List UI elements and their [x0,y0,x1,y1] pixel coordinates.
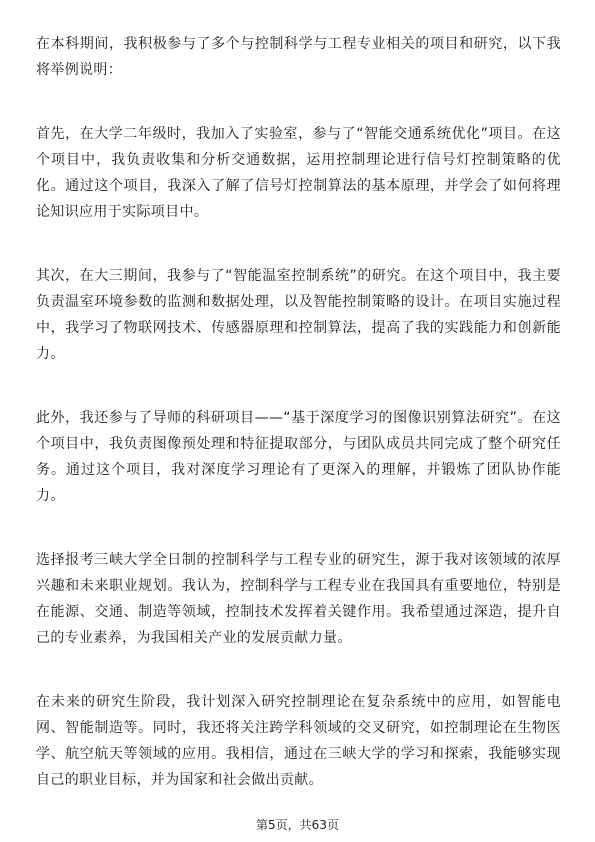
paragraph-greenhouse-project: 其次，在大三期间，我参与了“智能温室控制系统”的研究。在这个项目中，我主要负责温室环境参数的监测和数据处理，以及智能控制策略的设计。在项目实施过程中，我学习了物联网技术、传感器原理和控制算法，提高了我的实践能力和创新能力。 [36,268,561,362]
paragraph-motivation: 选择报考三峡大学全日制的控制科学与工程专业的研究生，源于我对该领域的浓厚兴趣和未来职业规划。我认为，控制科学与工程专业在我国具有重要地位，特别是在能源、交通、制造等领域，控制技术发挥着关键作用。我希望通过深造，提升自己的专业素养，为我国相关产业的发展贡献力量。 [36,552,561,646]
paragraph-deep-learning-project: 此外，我还参与了导师的科研项目——“基于深度学习的图像识别算法研究”。在这个项目中，我负责图像预处理和特征提取部分，与团队成员共同完成了整个研究任务。通过这个项目，我对深度学习理论有了更深入的理解，并锻炼了团队协作能力。 [36,410,561,504]
paragraph-traffic-project: 首先，在大学二年级时，我加入了实验室，参与了“智能交通系统优化”项目。在这个项目中，我负责收集和分析交通数据，运用控制理论进行信号灯控制策略的优化。通过这个项目，我深入了解了信号灯控制算法的基本原理，并学会了如何将理论知识应用于实际项目中。 [36,126,561,220]
paragraph-intro: 在本科期间，我积极参与了多个与控制科学与工程专业相关的项目和研究，以下我将举例说明： [36,36,561,78]
document-body [36,31,561,831]
paragraph-future-plan: 在未来的研究生阶段，我计划深入研究控制理论在复杂系统中的应用，如智能电网、智能制造等。同时，我还将关注跨学科领域的交叉研究，如控制理论在生物医学、航空航天等领域的应用。我相信，通过在三峡大学的学习和探索，我能够实现自己的职业目标，并为国家和社会做出贡献。 [36,694,561,788]
page-number-footer: 第5页，共63页 [256,818,339,832]
